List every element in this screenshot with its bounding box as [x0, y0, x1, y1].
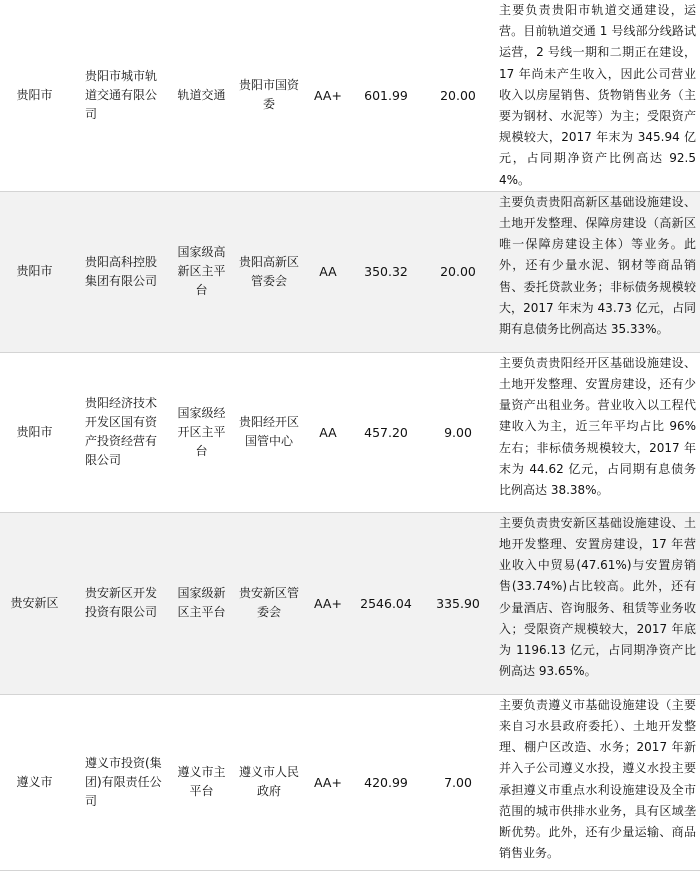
platform-type-cell: 国家级经开区主平台 [177, 405, 226, 458]
table-row [0, 191, 700, 352]
bond-balance-cell: 9.00 [444, 424, 472, 440]
table-row [0, 352, 700, 512]
bond-balance-cell: 7.00 [444, 774, 472, 790]
controller-cell: 遵义市人民政府 [238, 765, 299, 799]
table-row [0, 694, 700, 870]
controller-cell: 贵阳市国资委 [238, 78, 299, 112]
company-name-cell: 贵阳市城市轨道交通有限公司 [85, 68, 158, 121]
company-name-cell: 贵阳高科控股集团有限公司 [69, 191, 171, 352]
city-cell: 遵义市 [16, 774, 53, 789]
rating-cell: AA [306, 191, 350, 352]
controller-cell: 贵安新区管委会 [232, 512, 306, 694]
total-assets-cell: 420.99 [364, 774, 408, 790]
business-description-cell: 主要负责贵阳高新区基础设施建设、土地开发整理、保障房建设（高新区唯一保障房建设主体）等业务。此外，还有少量水泥、钢材等商品销售、委托贷款业务；非标债务规模较大，2017 年末为 43.73 亿元，占同期有息债务比例高达 35.33%。 [494, 191, 700, 352]
total-assets-cell: 350.32 [350, 191, 422, 352]
company-name-cell: 遵义市投资(集团)有限责任公司 [85, 755, 162, 808]
business-description-cell: 主要负责遵义市基础设施建设（主要来自习水县政府委托）、土地开发整理、棚户区改造、水务；2017 年新并入子公司遵义水投，遵义水投主要承担遵义市重点水利设施建设及全市范围的城市供排水业务，具有区域垄断优势。此外，还有少量运输、商品销售业务。 [499, 697, 696, 861]
total-assets-cell: 457.20 [364, 424, 408, 440]
rating-cell: AA+ [314, 774, 342, 790]
platform-type-cell: 国家级高新区主平台 [171, 191, 232, 352]
bond-balance-cell: 20.00 [440, 87, 476, 103]
business-description-cell: 主要负责贵安新区基础设施建设、土地开发整理、安置房建设，17 年营业收入中贸易(47.61%)与安置房销售(33.74%)占比较高。此外，还有少量酒店、咨询服务、租赁等业务收入；受限资产规模较大，2017 年底为 1196.13 亿元，占同期净资产比例高达 93.65%。 [494, 512, 700, 694]
controller-cell: 贵阳经开区国管中心 [238, 415, 299, 449]
company-name-cell: 贵安新区开发投资有限公司 [69, 512, 171, 694]
platform-type-cell: 遵义市主平台 [177, 765, 226, 799]
total-assets-cell: 601.99 [364, 87, 408, 103]
business-description-cell: 主要负责贵阳经开区基础设施建设、土地开发整理、安置房建设，还有少量资产出租业务。营业收入以工程代建收入为主，近三年平均占比 96%左右；非标债务规模较大，2017 年末为 44.62 亿元，占同期有息债务比例高达 38.38%。 [499, 355, 696, 498]
city-cell: 贵安新区 [0, 512, 69, 694]
business-description-cell: 主要负责贵阳市轨道交通建设，运营。目前轨道交通 1 号线部分线路试运营，2 号线一期和二期正在建设，17 年尚未产生收入，因此公司营业收入以房屋销售、货物销售业务（主要为钢材、水泥等）为主；受限资产规模较大，2017 年末为 345.94 亿元，占同期净资产比例高达 92.54%。 [499, 3, 696, 187]
company-name-cell: 贵阳经济技术开发区国有资产投资经营有限公司 [85, 396, 158, 468]
total-assets-cell: 2546.04 [350, 512, 422, 694]
table-row [0, 512, 700, 694]
rating-cell: AA+ [314, 87, 342, 103]
bond-balance-cell: 20.00 [422, 191, 494, 352]
bond-balance-cell: 335.90 [422, 512, 494, 694]
platform-type-cell: 轨道交通 [177, 87, 226, 102]
platform-type-cell: 国家级新区主平台 [171, 512, 232, 694]
rating-cell: AA [319, 424, 337, 440]
controller-cell: 贵阳高新区管委会 [232, 191, 306, 352]
rating-cell: AA+ [306, 512, 350, 694]
city-cell: 贵阳市 [16, 87, 53, 102]
table-row [0, 0, 700, 191]
city-cell: 贵阳市 [0, 191, 69, 352]
city-cell: 贵阳市 [16, 424, 53, 439]
